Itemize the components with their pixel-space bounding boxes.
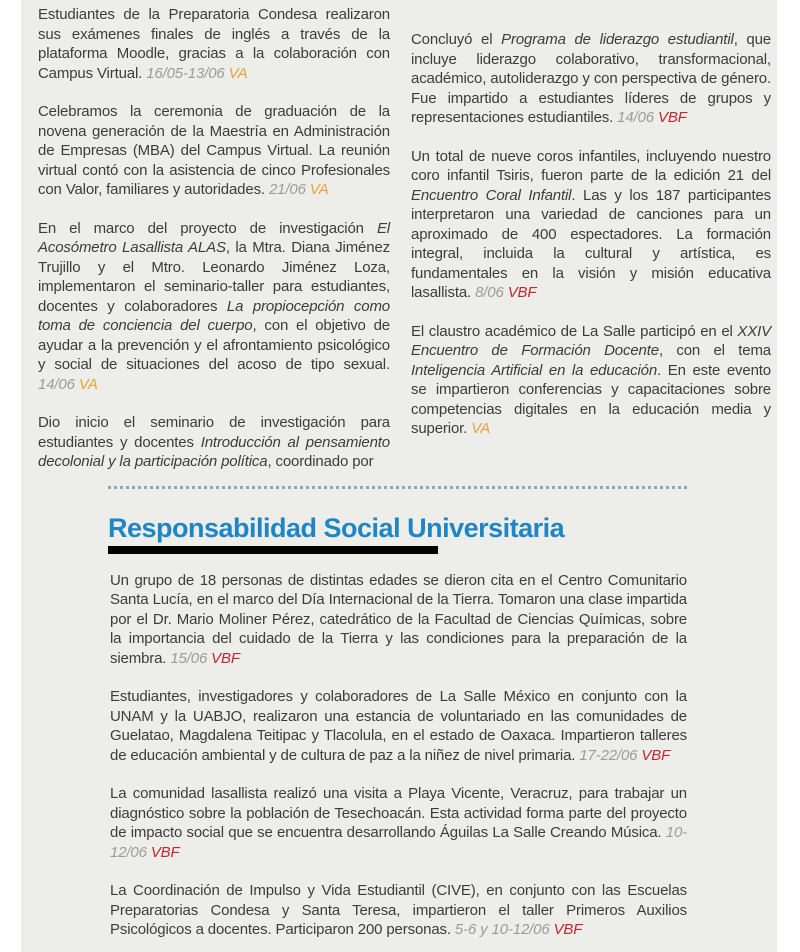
italic-phrase: La propiocepción como toma de conciencia del cuerpo <box>38 297 390 334</box>
text-run: Concluyó el <box>411 31 502 48</box>
date-label: 14/06 <box>38 375 75 393</box>
date-label: 21/06 <box>264 181 306 198</box>
author-tag: VA <box>467 420 491 437</box>
text-run: Un grupo de 18 personas de distintas edades se dieron cita en el Centro Comunitario Santa Lucía, en el marco del Día Internacional de la Tierra. Tomaron una clase impartida por el Dr. Mario Moliner Pérez, catedrático de la Facultad de Ciencias Químicas, sobre la importancia del cuidado de la Tierra y las condiciones para la preparación de la siembra. <box>110 571 687 667</box>
news-paragraph <box>110 784 687 862</box>
right-column <box>411 5 771 472</box>
text-run: Estudiantes, investigadores y colaboradores de La Salle México en conjunto con la UNAM y la UABJO, realizaron una estancia de voluntariado en las comunidades de Guelatao, Magdalena Teitipac y Tlacolula, en el estado de Oaxaca. Impartieron talleres de educación ambiental y de cultura de paz a la niñez de nivel primaria. <box>110 688 687 764</box>
newsletter-page <box>21 0 777 952</box>
text-run: , con el tema <box>658 342 771 359</box>
text-run: , que incluye liderazgo colaborativo, transformacional, académico, autoliderazgo y con perspectiva de género. Fue impartido a estudiantes líderes de grupos y representaciones estudiantiles. <box>411 31 771 126</box>
title-underline-bar <box>108 546 438 554</box>
author-tag: VBF <box>637 746 671 764</box>
text-run: El claustro académico de La Salle participó en el <box>411 322 738 340</box>
date-label: 14/06 <box>613 109 654 126</box>
italic-phrase: Inteligencia Artificial en la educación <box>411 361 658 379</box>
date-label: 8/06 <box>471 284 504 301</box>
author-tag: VBF <box>146 843 180 861</box>
text-run: . Las y los 187 participantes interpretaron una variedad de canciones para un aproximado de 400 espectadores. La formación integral, incluida la cultural y artística, es fundamentales en la visión y misión educativa lasallista. <box>411 186 772 301</box>
author-tag: VA <box>224 64 248 82</box>
author-tag: VBF <box>653 109 687 126</box>
news-paragraph <box>110 687 687 765</box>
italic-phrase: Encuentro Coral Infantil <box>411 186 572 204</box>
news-paragraph <box>110 881 687 940</box>
date-label: 16/05-13/06 <box>142 64 225 82</box>
news-paragraph <box>110 571 687 669</box>
left-column <box>38 5 390 472</box>
text-run: En el marco del proyecto de investigación <box>38 219 377 237</box>
news-paragraph <box>38 102 390 200</box>
news-two-column-area <box>38 5 771 472</box>
date-label: 5-6 y 10-12/06 <box>450 921 550 938</box>
date-label: 15/06 <box>166 649 208 667</box>
section-title: Responsabilidad Social Universitaria <box>108 512 565 543</box>
news-paragraph <box>38 219 390 395</box>
text-run: . En este evento se impartieron conferencias y capacitaciones sobre competencias digitales en la educación media y superior. <box>411 361 771 437</box>
italic-phrase: XXIV Encuentro de Formación Docente <box>411 322 771 359</box>
section-body <box>110 571 687 940</box>
author-tag: VBF <box>503 284 537 301</box>
italic-phrase: Introducción al pensamiento decolonial y la participación política <box>38 433 390 470</box>
text-run: Dio inicio el seminario de investigación para estudiantes y docentes <box>38 414 390 451</box>
text-run: , la Mtra. Diana Jiménez Trujillo y el Mtro. Leonardo Jiménez Loza, implementaron el seminario-taller para estudiantes, docentes y colaboradores <box>38 239 390 315</box>
news-paragraph <box>38 413 390 472</box>
italic-phrase: El Acosómetro Lasallista ALAS <box>38 219 390 256</box>
dashed-divider <box>108 486 690 489</box>
author-tag: VBF <box>549 921 583 938</box>
news-paragraph <box>411 322 771 439</box>
date-label: 17-22/06 <box>575 746 638 764</box>
author-tag: VA <box>74 375 98 393</box>
date-label: 10-12/06 <box>110 824 687 861</box>
text-run: , coordinado por <box>267 453 374 470</box>
author-tag: VBF <box>207 649 240 667</box>
news-paragraph <box>38 5 390 83</box>
italic-phrase: Programa de liderazgo estudiantil <box>501 31 734 48</box>
text-run: La Coordinación de Impulso y Vida Estudiantil (CIVE), en conjunto con las Escuelas Preparatorias Condesa y Santa Teresa, impartieron el taller Primeros Auxilios Psicológicos a docentes. Participaron 200 personas. <box>110 882 687 938</box>
text-run: Un total de nueve coros infantiles, incluyendo nuestro coro infantil Tsiris, fueron parte de la edición 21 del <box>411 147 771 184</box>
text-run: Celebramos la ceremonia de graduación de la novena generación de la Maestría en Administración de Empresas (MBA) del Campus Virtual. La reunión virtual contó con la asistencia de cinco Profesionales con Valor, familiares y autoridades. <box>38 103 390 198</box>
news-paragraph <box>411 147 771 303</box>
news-paragraph <box>411 30 771 128</box>
text-run: , con el objetivo de ayudar a la prevención y el afrontamiento psicológico y social de situaciones del acoso de tipo sexual. <box>38 317 390 373</box>
text-run: Estudiantes de la Preparatoria Condesa realizaron sus exámenes finales de inglés a través de la plataforma Moodle, gracias a la colaboración con Campus Virtual. <box>38 6 390 82</box>
author-tag: VA <box>305 181 329 198</box>
text-run: La comunidad lasallista realizó una visita a Playa Vicente, Veracruz, para trabajar un diagnóstico sobre la población de Tesechoacán. Esta actividad forma parte del proyecto de impacto social que se encuentra desarrollando Águilas La Salle Creando Música. <box>110 785 687 841</box>
